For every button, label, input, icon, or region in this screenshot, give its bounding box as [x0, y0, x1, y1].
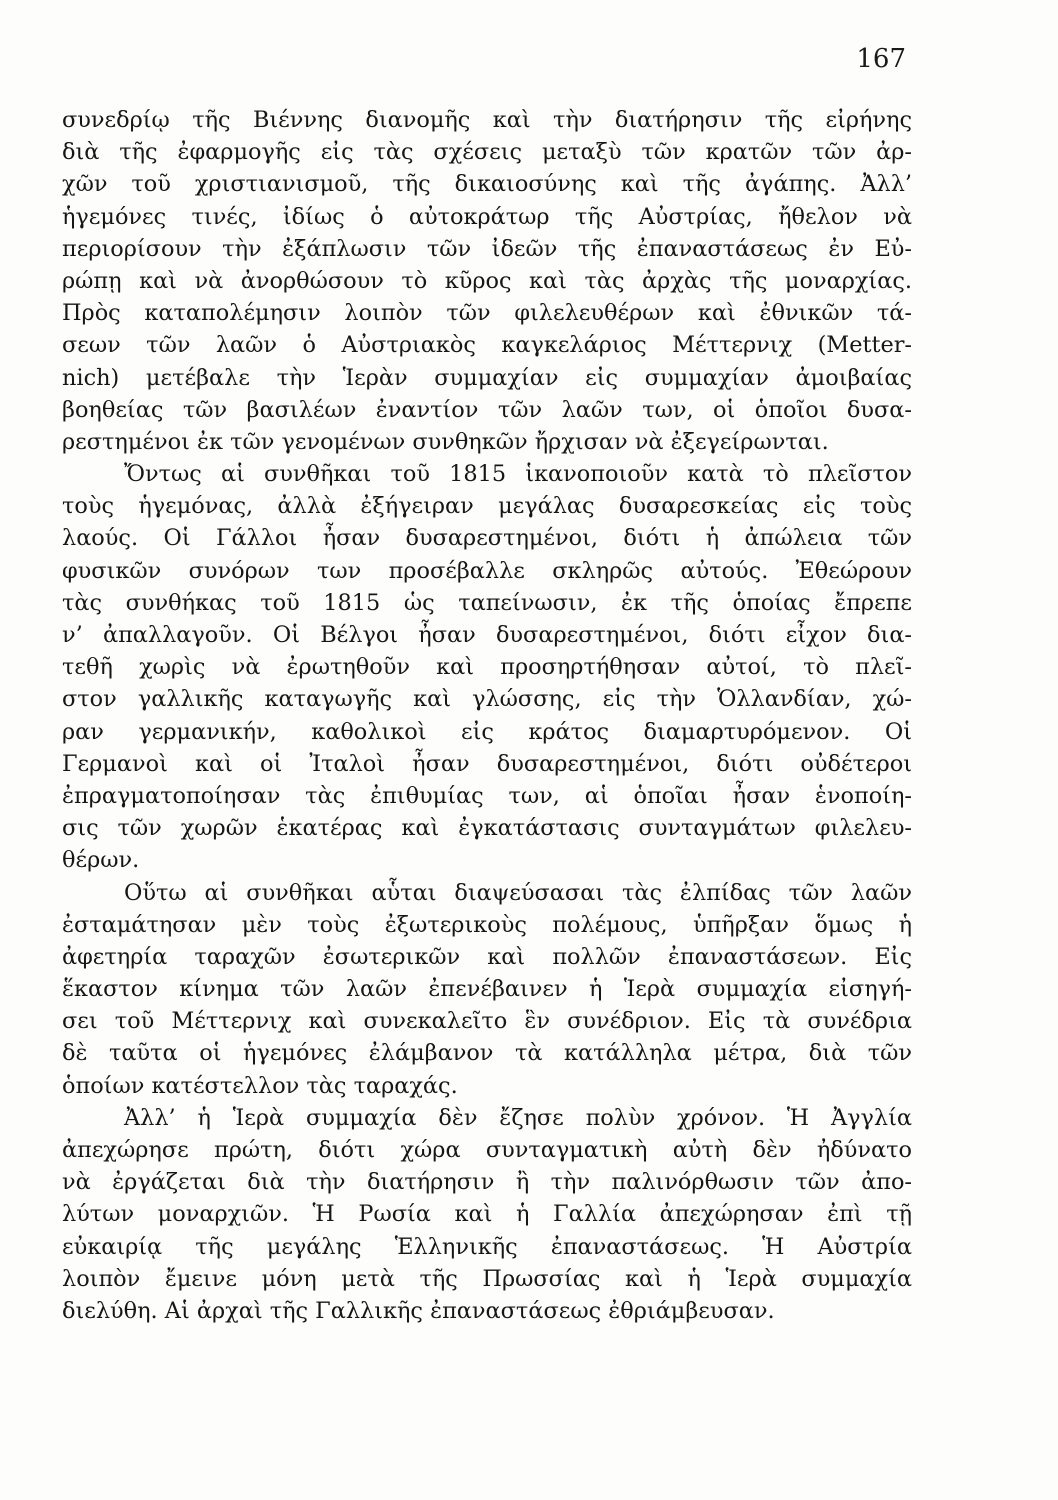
paragraph [62, 104, 912, 458]
text-line: στον γαλλικῆς καταγωγῆς καὶ γλώσσης, εἰς τὴν Ὁλλανδίαν, χώ- [62, 686, 912, 713]
text-line: ὁποίων κατέστελλον τὰς ταραχάς. [62, 1072, 458, 1099]
text-line: διελύθη. Αἱ ἀρχαὶ τῆς Γαλλικῆς ἐπαναστάσεως ἐθριάμβευσαν. [62, 1297, 775, 1324]
text-line: νὰ ἐργάζεται διὰ τὴν διατήρησιν ἢ τὴν παλινόρθωσιν τῶν ἀπο- [62, 1169, 912, 1196]
text-line: ἕκαστον κίνημα τῶν λαῶν ἐπενέβαινεν ἡ Ἱερὰ συμμαχία εἰσηγή- [62, 976, 912, 1003]
text-line: ν’ ἀπαλλαγοῦν. Οἱ Βέλγοι ἦσαν δυσαρεστημένοι, διότι εἶχον δια- [62, 622, 912, 648]
paragraph [62, 458, 912, 876]
text-line: ἐσταμάτησαν μὲν τοὺς ἐξωτερικοὺς πολέμους, ὑπῆρξαν ὅμως ἡ [62, 911, 912, 938]
text-line: σει τοῦ Μέττερνιχ καὶ συνεκαλεῖτο ἓν συνέδριον. Εἰς τὰ συνέδρια [62, 1008, 912, 1035]
text-line: εὐκαιρίᾳ τῆς μεγάλης Ἑλληνικῆς ἐπαναστάσεως. Ἡ Αὐστρία [62, 1233, 912, 1260]
text-line: περιορίσουν τὴν ἐξάπλωσιν τῶν ἰδεῶν τῆς ἐπαναστάσεως ἐν Εὐ- [62, 235, 912, 262]
text-line: σεων τῶν λαῶν ὁ Αὐστριακὸς καγκελάριος Μέττερνιχ (Metter- [62, 332, 912, 359]
text-line: βοηθείας τῶν βασιλέων ἐναντίον τῶν λαῶν των, οἱ ὁποῖοι δυσα- [62, 396, 912, 423]
text-line: ἐπραγματοποίησαν τὰς ἐπιθυμίας των, αἱ ὁποῖαι ἦσαν ἑνοποίη- [62, 782, 912, 809]
text-line: nich) μετέβαλε τὴν Ἱερὰν συμμαχίαν εἰς συμμαχίαν ἀμοιβαίας [62, 364, 912, 391]
paragraph [62, 877, 912, 1102]
text-line: ἀπεχώρησε πρώτη, διότι χώρα συνταγματικὴ αὐτὴ δὲν ἠδύνατο [62, 1137, 912, 1163]
text-line: λύτων μοναρχιῶν. Ἡ Ρωσία καὶ ἡ Γαλλία ἀπεχώρησαν ἐπὶ τῇ [62, 1201, 912, 1228]
text-line: τεθῆ χωρὶς νὰ ἐρωτηθοῦν καὶ προσηρτήθησαν αὐτοί, τὸ πλεῖ- [62, 654, 912, 681]
text-line: Πρὸς καταπολέμησιν λοιπὸν τῶν φιλελευθέρων καὶ ἐθνικῶν τά- [62, 300, 912, 327]
text-line: ρεστημένοι ἐκ τῶν γενομένων συνθηκῶν ἤρχισαν νὰ ἐξεγείρωνται. [62, 428, 829, 455]
text-line: Ὄντως αἱ συνθῆκαι τοῦ 1815 ἱκανοποιοῦν κατὰ τὸ πλεῖστον [124, 461, 912, 488]
text-line: φυσικῶν συνόρων των προσέβαλλε σκληρῶς αὐτούς. Ἐθεώρουν [62, 557, 912, 584]
text-line: σις τῶν χωρῶν ἑκατέρας καὶ ἐγκατάστασις συνταγμάτων φιλελευ- [62, 815, 912, 842]
text-line: Ἀλλ’ ἡ Ἱερὰ συμμαχία δὲν ἔζησε πολὺν χρόνον. Ἡ Ἀγγλία [124, 1104, 912, 1131]
text-line: ρώπῃ καὶ νὰ ἀνορθώσουν τὸ κῦρος καὶ τὰς ἀρχὰς τῆς μοναρχίας. [62, 267, 912, 294]
text-line: λοιπὸν ἔμεινε μόνη μετὰ τῆς Πρωσσίας καὶ ἡ Ἱερὰ συμμαχία [62, 1265, 912, 1292]
text-line: χῶν τοῦ χριστιανισμοῦ, τῆς δικαιοσύνης καὶ τῆς ἀγάπης. Ἀλλ’ [62, 171, 912, 198]
text-line: Οὕτω αἱ συνθῆκαι αὗται διαψεύσασαι τὰς ἐλπίδας τῶν λαῶν [124, 879, 912, 906]
page-number: 167 [856, 44, 906, 74]
text-line: ραν γερμανικήν, καθολικοὶ εἰς κράτος διαμαρτυρόμενον. Οἱ [62, 718, 912, 745]
text-line: τὰς συνθήκας τοῦ 1815 ὡς ταπείνωσιν, ἐκ τῆς ὁποίας ἔπρεπε [62, 589, 912, 616]
text-line: Γερμανοὶ καὶ οἱ Ἰταλοὶ ἦσαν δυσαρεστημένοι, διότι οὐδέτεροι [62, 750, 912, 777]
text-line: δὲ ταῦτα οἱ ἡγεμόνες ἐλάμβανον τὰ κατάλληλα μέτρα, διὰ τῶν [62, 1040, 912, 1067]
body-text [62, 104, 912, 1327]
text-line: θέρων. [62, 847, 140, 874]
text-line: λαούς. Οἱ Γάλλοι ἦσαν δυσαρεστημένοι, διότι ἡ ἀπώλεια τῶν [62, 525, 912, 552]
text-line: συνεδρίῳ τῆς Βιέννης διανομῆς καὶ τὴν διατήρησιν τῆς εἰρήνης [62, 107, 912, 133]
text-line: ἡγεμόνες τινές, ἰδίως ὁ αὐτοκράτωρ τῆς Αὐστρίας, ἤθελον νὰ [62, 203, 912, 230]
text-line: διὰ τῆς ἐφαρμογῆς εἰς τὰς σχέσεις μεταξὺ τῶν κρατῶν τῶν ἀρ- [62, 139, 912, 166]
paragraph [62, 1102, 912, 1327]
text-line: τοὺς ἡγεμόνας, ἀλλὰ ἐξήγειραν μεγάλας δυσαρεσκείας εἰς τοὺς [62, 493, 912, 520]
text-line: ἀφετηρία ταραχῶν ἐσωτερικῶν καὶ πολλῶν ἐπαναστάσεων. Εἰς [62, 943, 912, 970]
